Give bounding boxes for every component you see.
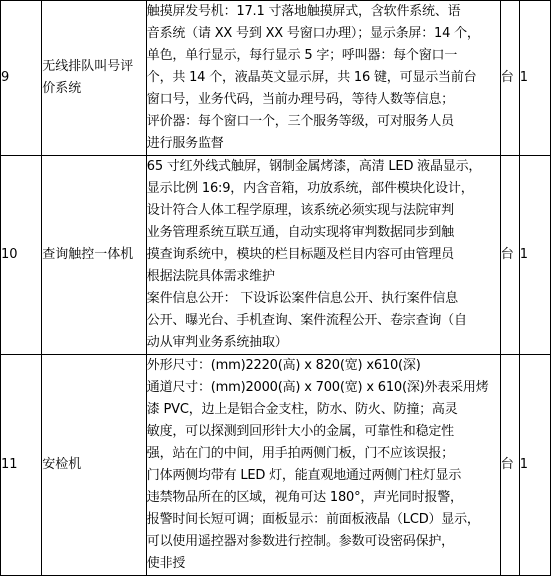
description-line: 门体两侧均带有 LED 灯，能直观地通过两侧门柱灯显示 <box>146 468 462 483</box>
description-line: 个，共 14 个，液晶英文显示屏，共 16 键，可显示当前台 <box>146 70 477 85</box>
description-line: 通道尺寸：(mm)2000(高) x 700(宽) x 610(深)外表采用烤 <box>146 380 489 395</box>
description-line: 使非授 <box>146 556 186 571</box>
item-description <box>146 1 500 156</box>
item-unit: 台 <box>500 156 519 355</box>
item-quantity: 1 <box>519 1 550 156</box>
description-line: 进行服务监督 <box>146 136 224 151</box>
table-row <box>1 156 551 355</box>
item-name: 查询触控一体机 <box>42 156 147 355</box>
description-line: 显示比例 16:9，内含音箱，功放系统，部件模块化设计， <box>146 181 474 196</box>
description-line: 单色，单行显示，每行显示 5 字；呼叫器：每个窗口一 <box>146 48 458 63</box>
description-line: 根据法院具体需求维护 <box>146 269 275 284</box>
description-line: 敏度，可以探测到回形针大小的金属，可靠性和稳定性 <box>146 424 454 439</box>
table-row <box>1 1 551 156</box>
description-line: 评价器：每个窗口一个，三个服务等级，可对服务人员 <box>146 114 454 129</box>
item-unit: 台 <box>500 355 519 576</box>
description-line: 漆 PVC，边上是铝合金支柱，防水、防火、防撞；高灵 <box>146 402 458 417</box>
item-number: 10 <box>1 156 42 355</box>
item-number: 11 <box>1 355 42 576</box>
item-quantity: 1 <box>519 355 550 576</box>
description-line: 可以使用遥控器对参数进行控制。参数可设密码保护， <box>146 534 454 549</box>
description-line: 音系统（请 XX 号到 XX 号窗口办理）；显示条屏：14 个， <box>146 26 480 41</box>
description-line: 公开、曝光台、手机查询、案件流程公开、卷宗查询（自 <box>146 313 467 328</box>
item-name: 无线排队叫号评价系统 <box>42 1 147 156</box>
description-line: 案件信息公开： 下设诉讼案件信息公开、执行案件信息 <box>146 291 458 306</box>
description-line: 摸查询系统中，模块的栏目标题及栏目内容可由管理员 <box>146 247 454 262</box>
item-number: 9 <box>1 1 42 156</box>
description-line: 外形尺寸：(mm)2220(高) x 820(宽) x610(深) <box>146 358 421 373</box>
description-line: 触摸屏发号机：17.1 寸落地触摸屏式，含软件系统、语 <box>146 4 461 19</box>
description-line: 窗口号，业务代码，当前办理号码，等待人数等信息； <box>146 92 454 107</box>
item-description <box>146 355 500 576</box>
item-unit: 台 <box>500 1 519 156</box>
description-line: 65 寸红外线式触屏，钢制金属烤漆，高清 LED 液晶显示， <box>146 159 482 174</box>
item-name: 安检机 <box>42 355 147 576</box>
item-description <box>146 156 500 355</box>
description-line: 违禁物品所在的区域，视角可达 180°，声光同时报警， <box>146 490 463 505</box>
description-line: 报警时间长短可调；面板显示：前面板液晶（LCD）显示， <box>146 512 480 527</box>
table-row <box>1 355 551 576</box>
description-line: 业务管理系统互联互通，自动实现将审判数据同步到触 <box>146 225 454 240</box>
item-quantity: 1 <box>519 156 550 355</box>
description-line: 强，站在门的中间，用手拍两侧门板，门不应该误报； <box>146 446 454 461</box>
description-line: 动从审判业务系统抽取） <box>146 335 288 350</box>
description-line: 设计符合人体工程学原理，该系统必须实现与法院审判 <box>146 203 454 218</box>
